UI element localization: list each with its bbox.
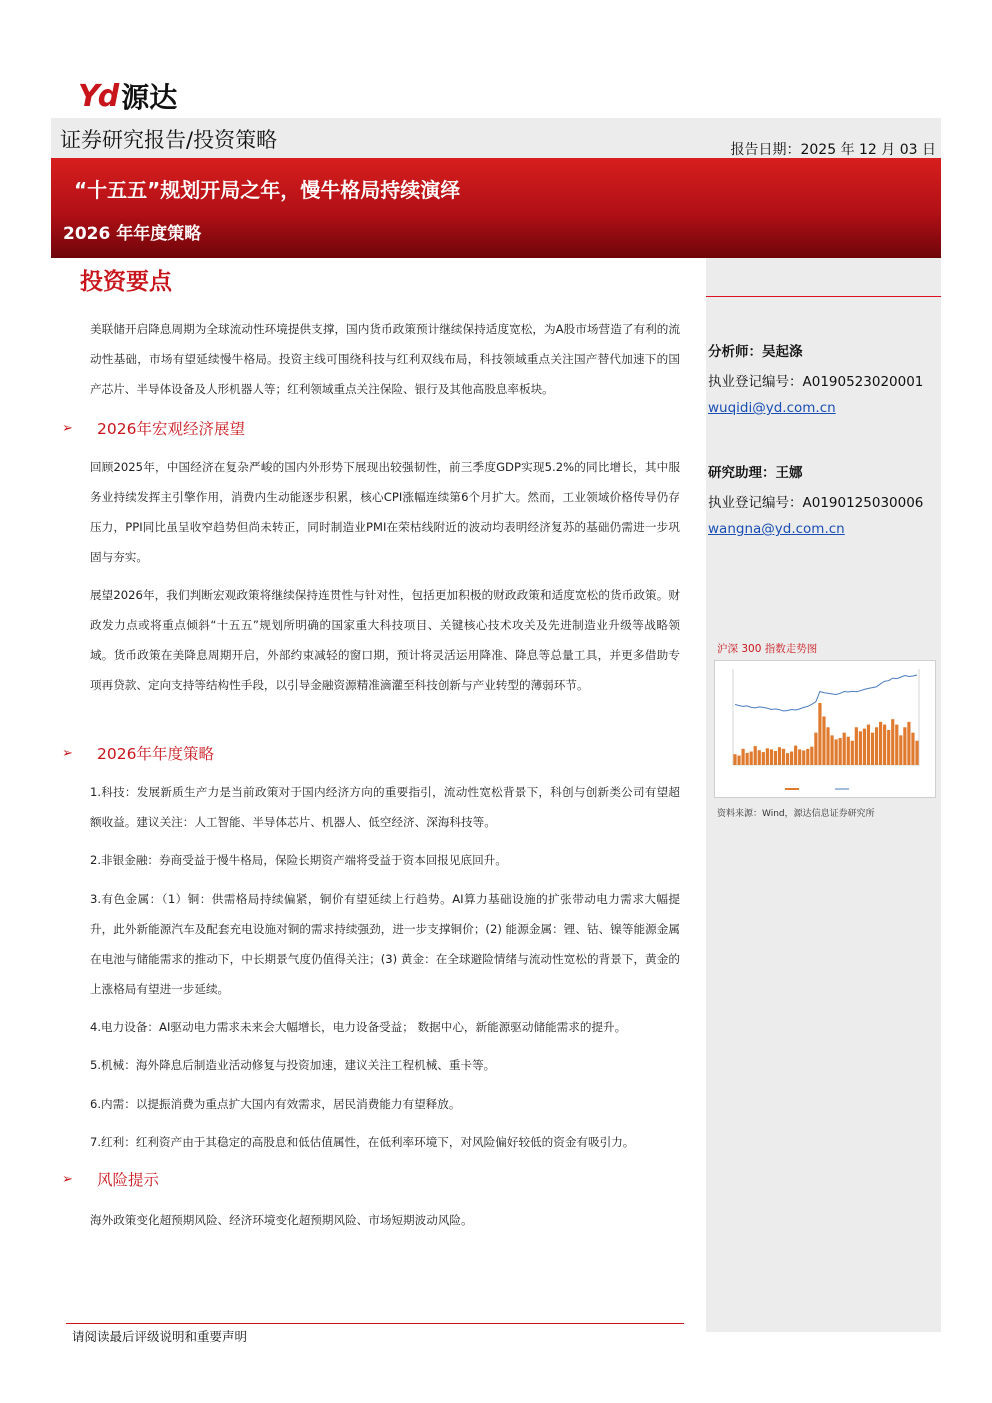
strategy-item: 3.有色金属：（1）铜：供需格局持续偏紧，铜价有望延续上行趋势。AI算力基础设施的扩张带动电力需求大幅提升，此外新能源汽车及配套充电设施对铜的需求持续强劲，进一步支撑铜价；(2) 能源金属：锂、钴、镍等能源金属在电池与储能需求的推动下，中长期景气度仍值得关注；(3) 黄金：在全球避险情绪与流动性宽松的背景下，黄金的上涨格局有望进一步延续。 xyxy=(90,892,680,996)
volume-bar xyxy=(746,753,749,765)
risk-paragraph: 海外政策变化超预期风险、经济环境变化超预期风险、市场短期波动风险。 xyxy=(90,1213,473,1227)
chart-title: 沪深 300 指数走势图 xyxy=(717,643,818,655)
volume-bar xyxy=(871,733,874,765)
volume-bar xyxy=(883,725,886,765)
report-date: 报告日期：2025 年 12 月 03 日 xyxy=(730,142,936,158)
volume-bar xyxy=(907,722,910,765)
chart-source: 资料来源：Wind，源达信息证券研究所 xyxy=(717,809,875,819)
volume-bar xyxy=(762,752,765,765)
footer-divider xyxy=(66,1323,684,1324)
volume-bar xyxy=(786,753,789,765)
index-chart xyxy=(714,660,936,798)
volume-bar xyxy=(875,727,878,765)
strategy-item: 7.红利：红利资产由于其稳定的高股息和低估值属性，在低利率环境下，对风险偏好较低的资金有吸引力。 xyxy=(90,1135,635,1149)
volume-bar xyxy=(843,733,846,765)
volume-bar xyxy=(839,738,842,765)
volume-bar xyxy=(826,727,829,765)
brand-mark: Yd xyxy=(78,78,118,114)
volume-bar xyxy=(863,729,866,765)
volume-bar xyxy=(830,735,833,765)
intro-paragraph: 美联储开启降息周期为全球流动性环境提供支撑，国内货币政策预计继续保持适度宽松，为A股市场营造了有利的流动性基础，市场有望延续慢牛格局。投资主线可围绕科技与红利双线布局，科技领域重点关注国产替代加速下的国产芯片、半导体设备及人形机器人等；红利领域重点关注保险、银行及其他高股息率板块。 xyxy=(90,322,680,396)
volume-bar xyxy=(899,735,902,765)
section-macro-outlook xyxy=(62,417,245,439)
assistant-email-link[interactable]: wangna@yd.com.cn xyxy=(708,521,845,537)
arrow-icon: ➢ xyxy=(62,1171,73,1187)
volume-bar xyxy=(766,748,769,765)
section-title: 2026年年度策略 xyxy=(97,745,214,763)
strategy-item: 5.机械：海外降息后制造业活动修复与投资加速，建议关注工程机械、重卡等。 xyxy=(90,1058,496,1072)
section-heading: 投资要点 xyxy=(80,269,172,295)
analyst-email-link[interactable]: wuqidi@yd.com.cn xyxy=(708,400,836,416)
volume-bar xyxy=(741,749,744,765)
volume-bar xyxy=(778,747,781,765)
section-annual-strategy xyxy=(62,742,214,764)
index-line xyxy=(735,675,917,711)
doc-type: 证券研究报告/投资策略 xyxy=(60,128,278,152)
volume-bar xyxy=(733,754,736,765)
volume-bar xyxy=(887,730,890,765)
macro-paragraph: 回顾2025年，中国经济在复杂严峻的国内外形势下展现出较强韧性，前三季度GDP实现5.2%的同比增长，其中服务业持续发挥主引擎作用，消费内生动能逐步积累，核心CPI涨幅连续第6个月扩大。然而，工业领域价格传导仍存压力，PPI同比虽呈收窄趋势但尚未转正，同时制造业PMI在荣枯线附近的波动均表明经济复苏的基础仍需进一步巩固与夯实。 xyxy=(90,460,680,564)
report-subtitle: 2026 年年度策略 xyxy=(63,224,202,244)
volume-bar xyxy=(847,737,850,765)
volume-bar xyxy=(895,725,898,765)
analyst-reg-number: 执业登记编号：A0190523020001 xyxy=(708,374,924,390)
volume-bar xyxy=(835,739,838,765)
volume-bar xyxy=(790,752,793,765)
volume-bar xyxy=(770,749,773,765)
brand-logo xyxy=(78,78,177,114)
strategy-item: 6.内需：以提振消费为重点扩大国内有效需求，居民消费能力有望释放。 xyxy=(90,1097,461,1111)
volume-bar xyxy=(737,756,740,765)
volume-bar xyxy=(810,747,813,765)
section-title: 2026年宏观经济展望 xyxy=(97,420,245,438)
arrow-icon: ➢ xyxy=(62,745,73,761)
strategy-item: 2.非银金融：券商受益于慢牛格局，保险长期资产端将受益于资本回报见底回升。 xyxy=(90,853,507,867)
section-risk xyxy=(62,1168,159,1190)
strategy-item: 1.科技：发展新质生产力是当前政策对于国内经济方向的重要指引，流动性宽松背景下，科创与创新类公司有望超额收益。建议关注：人工智能、半导体芯片、机器人、低空经济、深海科技等。 xyxy=(90,785,680,829)
volume-bar xyxy=(851,741,854,765)
volume-bar xyxy=(822,716,825,765)
analyst-name: 分析师：吴起涤 xyxy=(708,344,803,360)
section-title: 风险提示 xyxy=(97,1171,160,1189)
volume-bar xyxy=(754,746,757,765)
index-chart-svg xyxy=(715,661,935,797)
volume-bar xyxy=(867,725,870,765)
volume-bar xyxy=(758,750,761,765)
sidebar-divider xyxy=(706,296,941,297)
volume-bar xyxy=(802,750,805,765)
assistant-name: 研究助理：王娜 xyxy=(708,465,803,481)
volume-bar xyxy=(806,749,809,765)
volume-bar xyxy=(911,733,914,765)
assistant-reg-number: 执业登记编号：A0190125030006 xyxy=(708,495,924,511)
volume-bar xyxy=(915,741,918,765)
report-title: “十五五”规划开局之年，慢牛格局持续演绎 xyxy=(74,178,461,202)
arrow-icon: ➢ xyxy=(62,420,73,436)
volume-bar xyxy=(798,749,801,765)
volume-bar xyxy=(774,751,777,765)
volume-bar xyxy=(782,749,785,765)
strategy-item: 4.电力设备：AI驱动电力需求未来会大幅增长，电力设备受益； 数据中心，新能源驱动储能需求的提升。 xyxy=(90,1020,627,1034)
footer-note: 请阅读最后评级说明和重要声明 xyxy=(72,1329,248,1344)
volume-bar xyxy=(891,719,894,765)
volume-bar xyxy=(903,727,906,765)
volume-bar xyxy=(855,727,858,765)
volume-bar xyxy=(879,722,882,765)
volume-bar xyxy=(859,731,862,765)
macro-paragraph: 展望2026年，我们判断宏观政策将继续保持连贯性与针对性，包括更加积极的财政政策和适度宽松的货币政策。财政发力点或将重点倾斜“十五五”规划所明确的国家重大科技项目、关键核心技术攻关及先进制造业升级等战略领域。货币政策在美降息周期开启，外部约束减轻的窗口期，预计将灵活运用降准、降息等总量工具，并更多借助专项再贷款、定向支持等结构性手段，以引导金融资源精准滴灌至科技创新与产业转型的薄弱环节。 xyxy=(90,588,680,692)
brand-name: 源达 xyxy=(121,81,178,114)
volume-bar xyxy=(818,703,821,765)
volume-bar xyxy=(750,752,753,765)
volume-bar xyxy=(814,733,817,765)
volume-bar xyxy=(794,746,797,765)
